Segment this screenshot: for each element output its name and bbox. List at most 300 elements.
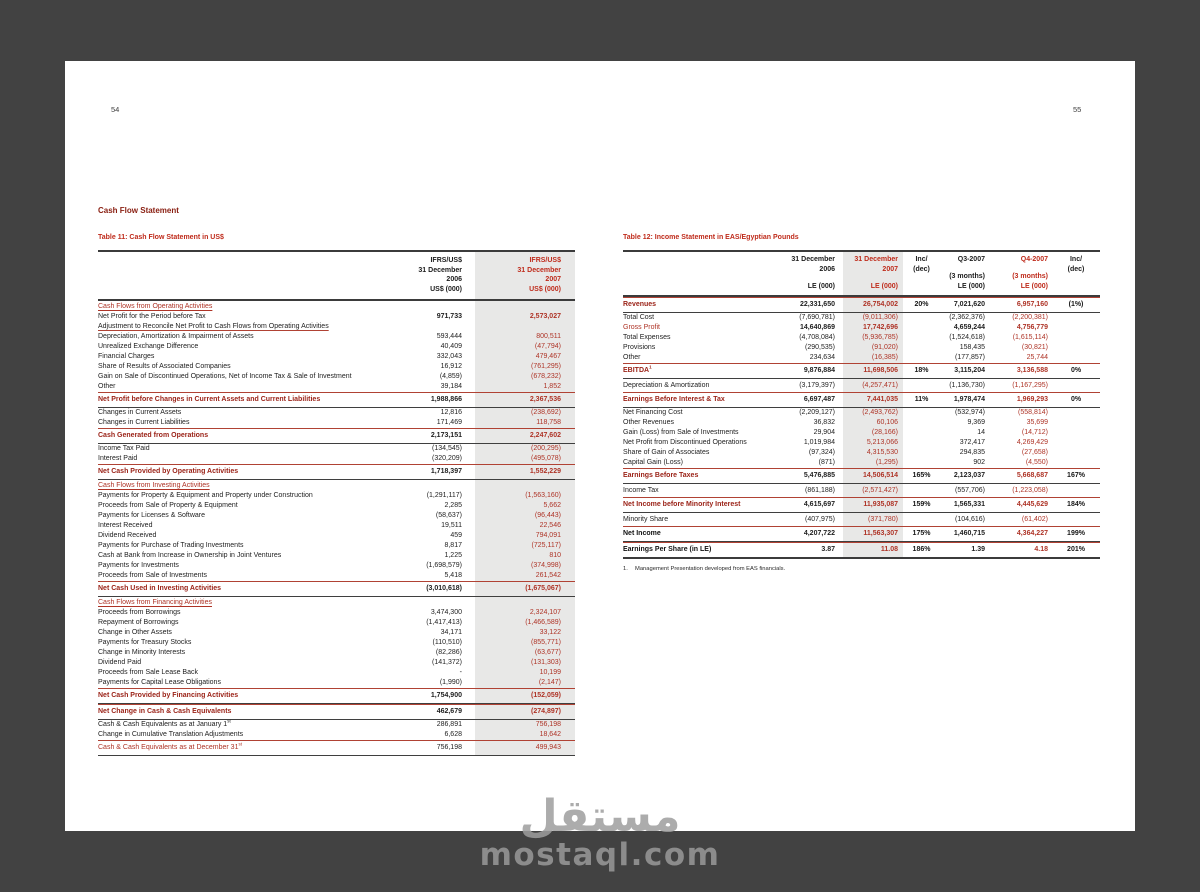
row-value: (1,295) bbox=[875, 459, 898, 466]
row-value: 9,876,884 bbox=[803, 367, 835, 374]
row-value: (131,303) bbox=[531, 659, 561, 666]
row-value bbox=[903, 353, 940, 363]
row-value: 186% bbox=[912, 546, 931, 553]
row-value: 3,115,204 bbox=[954, 367, 985, 374]
row-value: 462,679 bbox=[436, 708, 462, 715]
row-value: 1,019,984 bbox=[803, 439, 835, 446]
report-spread-page bbox=[65, 61, 1135, 831]
row-value bbox=[903, 458, 940, 468]
row-value: 294,835 bbox=[959, 449, 985, 456]
row-label: Net Income bbox=[623, 530, 661, 537]
row-value: 902 bbox=[973, 459, 985, 466]
table-row bbox=[98, 668, 575, 678]
row-value: 800,511 bbox=[536, 333, 561, 340]
row-label: Gross Profit bbox=[623, 324, 660, 331]
row-label: Cash Flows from Operating Activities bbox=[98, 303, 213, 310]
row-value: (2,200,381) bbox=[1012, 314, 1048, 321]
page-number-left: 54 bbox=[111, 105, 120, 114]
row-label: Change in Other Assets bbox=[98, 629, 172, 636]
row-value: 34,171 bbox=[440, 629, 462, 636]
header-col-q3-2007: Q3-2007 (3 months) LE (000) bbox=[949, 256, 985, 290]
table-row bbox=[98, 392, 575, 408]
row-value bbox=[1052, 486, 1100, 496]
table-row bbox=[623, 458, 1100, 468]
row-value: (761,295) bbox=[531, 363, 561, 370]
row-value: 2,123,037 bbox=[953, 472, 985, 479]
row-label: Changes in Current Liabilities bbox=[98, 419, 190, 426]
row-value: (61,402) bbox=[1021, 515, 1048, 523]
table-row bbox=[98, 342, 575, 352]
row-value: 3,136,588 bbox=[1016, 367, 1048, 374]
row-value: (1,990) bbox=[439, 679, 462, 686]
row-label: Payments for Capital Lease Obligations bbox=[98, 679, 221, 686]
income-statement-table bbox=[623, 250, 1100, 559]
row-label: Change in Minority Interests bbox=[98, 649, 186, 656]
table-row bbox=[623, 333, 1100, 343]
row-label: Income Tax Paid bbox=[98, 445, 150, 452]
table-row bbox=[98, 418, 575, 428]
row-value: (110,510) bbox=[432, 639, 462, 646]
row-value: (371,780) bbox=[868, 515, 898, 523]
row-value: (1,615,114) bbox=[1012, 334, 1048, 341]
table-row bbox=[98, 454, 575, 464]
row-value: (274,897) bbox=[531, 708, 561, 715]
row-value bbox=[1052, 438, 1100, 448]
table-row bbox=[98, 408, 575, 418]
row-value: (1,698,579) bbox=[426, 562, 462, 569]
row-value: (16,385) bbox=[871, 354, 898, 361]
row-value: (200,295) bbox=[531, 445, 561, 452]
row-value: (4,257,471) bbox=[862, 381, 898, 389]
row-label: Change in Cumulative Translation Adjustments bbox=[98, 731, 244, 738]
table-row bbox=[98, 551, 575, 561]
row-label: Net Profit for the Period before Tax bbox=[98, 313, 206, 320]
row-value: (320,209) bbox=[432, 455, 462, 462]
row-value: (2,209,127) bbox=[799, 409, 835, 416]
row-label: Other bbox=[623, 354, 641, 361]
row-value: (374,998) bbox=[531, 562, 561, 569]
row-value bbox=[903, 486, 940, 496]
row-value: 60,106 bbox=[876, 419, 898, 426]
row-label: Minority Share bbox=[623, 515, 669, 523]
header-spacer bbox=[623, 255, 768, 291]
row-value: 26,754,002 bbox=[862, 301, 898, 308]
row-value bbox=[390, 598, 475, 608]
row-value bbox=[475, 481, 575, 491]
row-value bbox=[903, 408, 940, 418]
row-value: 261,542 bbox=[535, 572, 561, 579]
row-value: 4,364,227 bbox=[1016, 530, 1048, 537]
row-label: Net Cash Provided by Operating Activities bbox=[98, 468, 239, 475]
table-row bbox=[623, 323, 1100, 333]
row-value: (557,706) bbox=[955, 486, 985, 494]
table-header bbox=[623, 252, 1100, 297]
row-label: Interest Paid bbox=[98, 455, 138, 462]
row-value: 756,198 bbox=[436, 744, 462, 751]
row-value: (104,616) bbox=[955, 515, 985, 523]
row-value: (871) bbox=[818, 459, 835, 466]
row-value: (47,794) bbox=[534, 343, 561, 350]
table-row bbox=[98, 678, 575, 688]
row-value bbox=[390, 481, 475, 491]
table-row bbox=[98, 428, 575, 444]
row-value: (63,677) bbox=[534, 649, 561, 656]
row-value: 2,324,107 bbox=[529, 609, 561, 616]
row-label: Income Tax bbox=[623, 486, 659, 494]
row-label: Other Revenues bbox=[623, 419, 674, 426]
row-value: 29,904 bbox=[813, 429, 835, 436]
table-row bbox=[98, 628, 575, 638]
table-row bbox=[98, 730, 575, 740]
table-row bbox=[623, 497, 1100, 513]
row-value bbox=[1052, 428, 1100, 438]
row-value: (97,324) bbox=[808, 449, 835, 456]
row-label: Proceeds from Borrowings bbox=[98, 609, 181, 616]
row-value: (1,563,160) bbox=[525, 492, 561, 499]
row-value: 1,225 bbox=[444, 552, 462, 559]
row-value bbox=[1052, 381, 1100, 391]
table-row bbox=[98, 372, 575, 382]
row-value: (4,859) bbox=[439, 373, 462, 380]
row-label: Net Income before Minority Interest bbox=[623, 501, 741, 508]
table-row bbox=[98, 322, 575, 332]
row-value: 14,506,514 bbox=[862, 472, 898, 479]
row-label: Dividend Paid bbox=[98, 659, 142, 666]
row-value: (9,011,306) bbox=[862, 314, 898, 321]
row-value: (238,692) bbox=[531, 409, 561, 416]
row-value: 9,369 bbox=[967, 419, 985, 426]
cash-flow-table bbox=[98, 250, 575, 756]
row-value: 25,744 bbox=[1026, 354, 1048, 361]
row-value: 1,969,293 bbox=[1016, 396, 1048, 403]
table-row bbox=[98, 352, 575, 362]
row-value: (7,690,781) bbox=[799, 314, 835, 321]
row-value: (678,232) bbox=[531, 373, 561, 380]
table-row bbox=[623, 542, 1100, 559]
row-value: 372,417 bbox=[959, 439, 985, 446]
row-value: (3,010,618) bbox=[426, 585, 462, 592]
row-value: 14 bbox=[977, 429, 985, 436]
row-label: Unrealized Exchange Difference bbox=[98, 343, 199, 350]
table-row bbox=[98, 618, 575, 628]
row-value: (141,372) bbox=[432, 659, 462, 666]
row-value bbox=[1052, 418, 1100, 428]
page-number-right: 55 bbox=[1073, 105, 1082, 114]
table-row bbox=[98, 571, 575, 581]
income-statement-section bbox=[623, 233, 1100, 572]
row-value: 199% bbox=[1067, 530, 1085, 537]
table-header bbox=[98, 252, 575, 301]
table-row bbox=[98, 491, 575, 501]
row-label: Net Change in Cash & Cash Equivalents bbox=[98, 708, 232, 715]
row-value: (2,571,427) bbox=[862, 486, 898, 494]
row-value: (3,179,397) bbox=[799, 381, 835, 389]
row-value: 171,469 bbox=[436, 419, 462, 426]
row-value: (1,417,413) bbox=[426, 619, 462, 626]
row-value: (855,771) bbox=[531, 639, 561, 646]
row-value: 18,642 bbox=[539, 731, 561, 738]
row-value bbox=[1052, 323, 1100, 333]
row-label: Repayment of Borrowings bbox=[98, 619, 179, 626]
row-value: 2,367,536 bbox=[529, 396, 561, 403]
table-row bbox=[623, 526, 1100, 542]
row-value: 1,988,866 bbox=[430, 396, 462, 403]
header-spacer bbox=[98, 256, 390, 294]
row-value: 5,662 bbox=[543, 502, 561, 509]
row-value: 19,511 bbox=[441, 522, 462, 529]
row-value: 4,315,530 bbox=[866, 449, 898, 456]
row-value: 4,207,722 bbox=[803, 530, 835, 537]
row-value bbox=[475, 598, 575, 608]
row-value: (1,466,589) bbox=[525, 619, 561, 626]
row-value: 167% bbox=[1067, 472, 1085, 479]
row-value: (861,188) bbox=[805, 486, 835, 494]
row-value: (407,975) bbox=[805, 515, 835, 523]
row-value bbox=[1052, 313, 1100, 323]
row-label: Share of Results of Associated Companies bbox=[98, 363, 231, 370]
row-value bbox=[903, 448, 940, 458]
table-row bbox=[98, 658, 575, 668]
row-value bbox=[903, 418, 940, 428]
table-row bbox=[98, 531, 575, 541]
row-label: Share of Gain of Associates bbox=[623, 449, 710, 456]
row-value: 234,634 bbox=[809, 354, 835, 361]
row-value: 4,615,697 bbox=[803, 501, 835, 508]
header-col-q4-2007: Q4-2007 (3 months) LE (000) bbox=[1012, 256, 1048, 290]
row-value: 332,043 bbox=[436, 353, 462, 360]
row-label: Earnings Before Taxes bbox=[623, 472, 699, 479]
row-value: (134,545) bbox=[432, 445, 462, 452]
row-value: 2,173,151 bbox=[430, 432, 462, 439]
row-value: 22,331,650 bbox=[799, 301, 835, 308]
row-value: 36,832 bbox=[813, 419, 835, 426]
row-value: 0% bbox=[1070, 367, 1082, 374]
row-value bbox=[903, 515, 940, 525]
table-row bbox=[98, 362, 575, 372]
row-value: 1,718,397 bbox=[430, 468, 462, 475]
row-value: (82,286) bbox=[435, 649, 462, 656]
row-value: 11,935,087 bbox=[863, 501, 898, 508]
table-row bbox=[98, 597, 575, 608]
row-value bbox=[475, 322, 575, 332]
row-value: 593,444 bbox=[436, 333, 462, 340]
table-row bbox=[98, 688, 575, 704]
row-value: 1,552,229 bbox=[529, 468, 561, 475]
row-value: (725,117) bbox=[531, 542, 561, 549]
table-row bbox=[623, 408, 1100, 418]
row-value: (4,708,084) bbox=[799, 334, 835, 341]
row-value: (96,443) bbox=[534, 512, 561, 519]
header-col-2007: IFRS/US$ 31 December 2007 US$ (000) bbox=[517, 257, 561, 293]
table-row bbox=[98, 720, 575, 730]
row-value: 286,891 bbox=[436, 721, 462, 728]
row-label: Net Profit before Changes in Current Assets and Current Liabilities bbox=[98, 396, 321, 403]
table-row bbox=[98, 648, 575, 658]
table-row bbox=[98, 382, 575, 392]
row-value: 184% bbox=[1067, 501, 1085, 508]
row-value: 11,563,307 bbox=[863, 530, 898, 537]
row-label: Cash Flows from Financing Activities bbox=[98, 599, 212, 606]
row-value: 971,733 bbox=[436, 313, 462, 320]
row-value: 7,441,035 bbox=[866, 396, 898, 403]
row-label: Revenues bbox=[623, 301, 657, 308]
table-row bbox=[98, 501, 575, 511]
table-row bbox=[98, 704, 575, 720]
row-label: Payments for Investments bbox=[98, 562, 179, 569]
footnote bbox=[623, 566, 1100, 572]
row-value: (1,223,058) bbox=[1012, 486, 1048, 494]
row-value: 1,978,474 bbox=[953, 396, 985, 403]
row-label: Other bbox=[98, 383, 116, 390]
table-row bbox=[98, 301, 575, 312]
row-label: Gain on Sale of Discontinued Operations, Net of Income Tax & Sale of Investment bbox=[98, 373, 352, 380]
table-12-caption: Table 12: Income Statement in EAS/Egyptian Pounds bbox=[623, 234, 799, 241]
row-value: 118,758 bbox=[536, 419, 561, 426]
row-value: 1,565,331 bbox=[953, 501, 985, 508]
row-value: 201% bbox=[1067, 546, 1085, 553]
row-value: 5,668,687 bbox=[1016, 472, 1048, 479]
row-value: 2,285 bbox=[444, 502, 462, 509]
row-value bbox=[1052, 408, 1100, 418]
table-row bbox=[623, 363, 1100, 379]
table-row bbox=[623, 468, 1100, 484]
row-value: (1,675,067) bbox=[525, 585, 561, 592]
table-row bbox=[623, 343, 1100, 353]
row-label: Cash at Bank from Increase in Ownership in Joint Ventures bbox=[98, 552, 282, 559]
row-value: (1,167,295) bbox=[1012, 381, 1048, 389]
row-value bbox=[903, 428, 940, 438]
row-label: Interest Received bbox=[98, 522, 153, 529]
table-row bbox=[98, 638, 575, 648]
table-row bbox=[623, 418, 1100, 428]
row-value: 0% bbox=[1070, 396, 1082, 403]
row-value: 4,659,244 bbox=[953, 324, 985, 331]
row-value: 4,269,429 bbox=[1016, 439, 1048, 446]
row-value: 20% bbox=[914, 301, 929, 308]
row-value bbox=[903, 343, 940, 353]
row-value: (2,362,376) bbox=[949, 314, 985, 321]
row-label: Depreciation & Amortization bbox=[623, 381, 710, 389]
row-value: 2,247,602 bbox=[529, 432, 561, 439]
row-value: 459 bbox=[450, 532, 462, 539]
row-value: (152,059) bbox=[531, 692, 561, 699]
table-row bbox=[98, 511, 575, 521]
watermark-site-url: mostaql.com bbox=[479, 837, 721, 873]
table-row bbox=[623, 353, 1100, 363]
row-label: Adjustment to Reconcile Net Profit to Cash Flows from Operating Activities bbox=[98, 323, 329, 330]
row-value: 6,697,487 bbox=[803, 396, 835, 403]
table-row bbox=[98, 608, 575, 618]
table-row bbox=[623, 392, 1100, 408]
row-value bbox=[903, 381, 940, 391]
row-value: (558,814) bbox=[1018, 409, 1048, 416]
row-value: 39,184 bbox=[440, 383, 462, 390]
row-label: Total Expenses bbox=[623, 334, 671, 341]
row-value: (27,658) bbox=[1021, 449, 1048, 456]
row-value: 22,546 bbox=[539, 522, 561, 529]
row-label: Gain (Loss) from Sale of Investments bbox=[623, 429, 739, 436]
row-label: Cash & Cash Equivalents as at January 1st bbox=[98, 718, 231, 728]
row-value: 175% bbox=[912, 530, 931, 537]
row-label: Payments for Purchase of Trading Investments bbox=[98, 542, 244, 549]
row-value: 35,699 bbox=[1026, 419, 1048, 426]
row-value bbox=[390, 302, 475, 312]
row-value: (14,712) bbox=[1021, 429, 1048, 436]
row-value bbox=[390, 322, 475, 332]
row-value: 3.87 bbox=[821, 546, 835, 553]
table-row bbox=[98, 464, 575, 480]
row-value bbox=[1052, 333, 1100, 343]
row-label: Depreciation, Amortization & Impairment of Assets bbox=[98, 333, 254, 340]
row-value: (495,078) bbox=[531, 455, 561, 462]
header-col-inc-dec-1: Inc/ (dec) bbox=[913, 256, 930, 273]
row-value bbox=[903, 323, 940, 333]
row-value: - bbox=[459, 669, 462, 676]
table-row bbox=[98, 541, 575, 551]
row-label: Payments for Treasury Stocks bbox=[98, 639, 192, 646]
row-value bbox=[1052, 343, 1100, 353]
row-value: 5,476,885 bbox=[803, 472, 835, 479]
row-value: (4,550) bbox=[1025, 459, 1048, 466]
row-value: 10,199 bbox=[539, 669, 561, 676]
table-row bbox=[98, 740, 575, 756]
row-label: Payments for Property & Equipment and Property under Construction bbox=[98, 492, 313, 499]
row-value: (91,020) bbox=[871, 344, 898, 351]
row-value: 11.08 bbox=[880, 546, 898, 553]
row-value: 5,213,066 bbox=[866, 439, 898, 446]
row-label: Capital Gain (Loss) bbox=[623, 459, 683, 466]
table-row bbox=[98, 521, 575, 531]
row-value: (1,291,117) bbox=[426, 492, 462, 499]
header-col-2006: 31 December 2006 LE (000) bbox=[791, 256, 835, 290]
row-value: 4,756,779 bbox=[1016, 324, 1048, 331]
footnote-text: Management Presentation developed from EAS financials. bbox=[635, 566, 786, 572]
row-value: 4,445,629 bbox=[1016, 501, 1048, 508]
row-value bbox=[1052, 458, 1100, 468]
row-value: 499,943 bbox=[535, 744, 561, 751]
footnote-marker: 1. bbox=[623, 566, 628, 572]
row-value: (1%) bbox=[1068, 301, 1084, 308]
row-value: 1,754,900 bbox=[430, 692, 462, 699]
row-value: 3,474,300 bbox=[430, 609, 462, 616]
watermark-arabic-logo: مستقل bbox=[519, 791, 681, 842]
row-label: Payments for Licenses & Software bbox=[98, 512, 205, 519]
table-row bbox=[98, 581, 575, 597]
row-value: 17,742,696 bbox=[862, 324, 898, 331]
row-label: Proceeds from Sale of Investments bbox=[98, 572, 207, 579]
table-row bbox=[623, 513, 1100, 526]
cash-flow-statement-section bbox=[98, 206, 575, 756]
row-value bbox=[903, 333, 940, 343]
row-value: 4.18 bbox=[1034, 546, 1048, 553]
table-row bbox=[623, 448, 1100, 458]
row-value: 12,816 bbox=[440, 409, 462, 416]
row-value: 7,021,620 bbox=[953, 301, 985, 308]
row-label: Financial Charges bbox=[98, 353, 155, 360]
row-label: Earnings Before Interest & Tax bbox=[623, 396, 725, 403]
row-value: (58,637) bbox=[435, 512, 462, 519]
table-row bbox=[98, 480, 575, 491]
table-body bbox=[98, 301, 575, 756]
table-row bbox=[623, 313, 1100, 323]
table-body bbox=[623, 297, 1100, 559]
row-label: Cash & Cash Equivalents as at December 31st bbox=[98, 741, 242, 751]
row-value: 794,091 bbox=[535, 532, 561, 539]
row-label: Proceeds from Sale of Property & Equipment bbox=[98, 502, 238, 509]
row-value: 18% bbox=[914, 367, 929, 374]
row-value bbox=[903, 438, 940, 448]
row-value: 5,418 bbox=[444, 572, 462, 579]
